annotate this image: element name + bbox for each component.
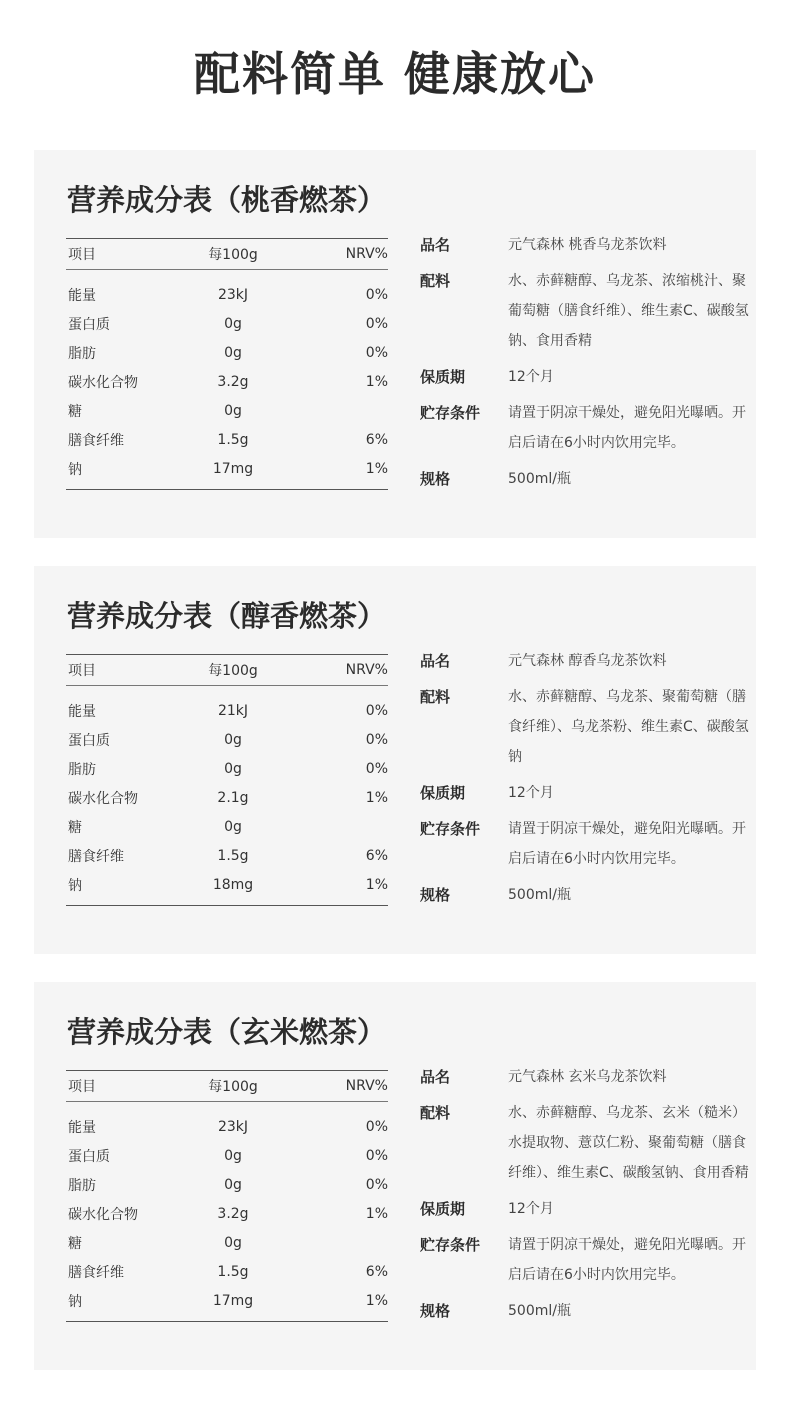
nutrition-table [66, 654, 388, 906]
nutrient-value: 17mg [212, 460, 254, 477]
product-ingredients: 水、赤藓糖醇、乌龙茶、玄米（糙米）水提取物、薏苡仁粉、聚葡萄糖（膳食纤维）、维生素C、碳酸氢钠、食用香精 [508, 1105, 749, 1181]
nutrient-name: 蛋白质 [68, 316, 110, 333]
product-spec: 500ml/瓶 [508, 1303, 571, 1319]
nutrition-row [66, 338, 388, 367]
nutrition-row [66, 396, 388, 425]
nutrient-nrv: 6% [365, 1263, 388, 1280]
info-row-spec [420, 1296, 750, 1326]
nutrient-nrv: 0% [365, 1118, 388, 1135]
nutrient-name: 钠 [68, 461, 82, 478]
nutrient-name: 脂肪 [68, 345, 96, 362]
card-title: 营养成分表（玄米燃茶） [67, 1015, 387, 1049]
nutrition-row [66, 841, 388, 870]
nutrient-nrv: 0% [365, 1176, 388, 1193]
nutrient-nrv: 1% [365, 1205, 388, 1222]
product-name: 元气森林 醇香乌龙茶饮料 [508, 653, 667, 669]
nutrition-row [66, 1199, 388, 1228]
info-label: 品名 [420, 236, 451, 254]
nutrient-value: 3.2g [217, 373, 249, 390]
info-row-shelf-life [420, 362, 750, 392]
nutrition-row [66, 1112, 388, 1141]
nutrient-nrv: 0% [365, 1147, 388, 1164]
nutrient-name: 能量 [68, 287, 96, 304]
nutrient-name: 脂肪 [68, 1177, 96, 1194]
header-item: 项目 [68, 663, 96, 679]
nutrition-card [34, 566, 756, 954]
header-per100g: 每100g [208, 1079, 258, 1095]
card-title: 营养成分表（桃香燃茶） [67, 183, 387, 217]
nutrient-value: 18mg [212, 876, 254, 893]
nutrient-name: 糖 [68, 819, 82, 836]
nutrition-row [66, 754, 388, 783]
info-row-ingredients [420, 1098, 750, 1188]
nutrient-name: 钠 [68, 877, 82, 894]
info-label: 配料 [420, 1104, 451, 1122]
nutrition-card [34, 982, 756, 1370]
nutrient-value: 3.2g [217, 1205, 249, 1222]
header-nrv: NRV% [345, 1078, 388, 1094]
nutrient-value: 0g [224, 1234, 242, 1251]
nutrition-row [66, 783, 388, 812]
nutrition-row [66, 812, 388, 841]
nutrient-value: 0g [224, 818, 242, 835]
info-label: 配料 [420, 272, 451, 290]
nutrition-row [66, 1228, 388, 1257]
nutrient-nrv: 0% [365, 286, 388, 303]
nutrition-row [66, 367, 388, 396]
page-title: 配料简单 健康放心 [193, 47, 596, 101]
nutrient-value: 0g [224, 1176, 242, 1193]
info-row-storage [420, 398, 750, 458]
nutrient-value: 1.5g [217, 431, 249, 448]
info-label: 配料 [420, 688, 451, 706]
product-info [420, 230, 750, 500]
nutrition-row [66, 425, 388, 454]
info-row-name [420, 1062, 750, 1092]
nutrition-row [66, 309, 388, 338]
nutrient-nrv: 0% [365, 315, 388, 332]
product-ingredients: 水、赤藓糖醇、乌龙茶、聚葡萄糖（膳食纤维）、乌龙茶粉、维生素C、碳酸氢钠 [508, 689, 749, 765]
product-info [420, 1062, 750, 1332]
nutrition-row [66, 725, 388, 754]
nutrient-value: 0g [224, 731, 242, 748]
nutrient-nrv: 1% [365, 789, 388, 806]
nutrient-value: 0g [224, 760, 242, 777]
nutrition-table [66, 1070, 388, 1322]
info-label: 规格 [420, 886, 451, 904]
info-label: 品名 [420, 1068, 451, 1086]
nutrient-value: 0g [224, 344, 242, 361]
nutrient-nrv: 1% [365, 1292, 388, 1309]
nutrient-name: 蛋白质 [68, 732, 110, 749]
header-per100g: 每100g [208, 663, 258, 679]
info-row-shelf-life [420, 778, 750, 808]
nutrient-name: 钠 [68, 1293, 82, 1310]
info-label: 保质期 [420, 1200, 466, 1218]
info-label: 贮存条件 [420, 820, 481, 838]
nutrient-value: 21kJ [217, 702, 249, 719]
nutrition-row [66, 454, 388, 483]
card-title: 营养成分表（醇香燃茶） [67, 599, 387, 633]
nutrient-nrv: 6% [365, 431, 388, 448]
info-label: 保质期 [420, 784, 466, 802]
info-row-ingredients [420, 682, 750, 772]
nutrition-row [66, 1170, 388, 1199]
header-nrv: NRV% [345, 662, 388, 678]
product-info [420, 646, 750, 916]
nutrient-value: 1.5g [217, 847, 249, 864]
nutrient-value: 2.1g [217, 789, 249, 806]
nutrition-row [66, 696, 388, 725]
nutrient-value: 23kJ [217, 1118, 249, 1135]
nutrient-name: 碳水化合物 [68, 790, 138, 807]
info-row-ingredients [420, 266, 750, 356]
table-header [66, 1071, 388, 1102]
header-item: 项目 [68, 247, 96, 263]
nutrient-name: 膳食纤维 [68, 1264, 124, 1281]
info-label: 品名 [420, 652, 451, 670]
nutrient-value: 23kJ [217, 286, 249, 303]
nutrient-name: 能量 [68, 703, 96, 720]
nutrient-nrv: 1% [365, 373, 388, 390]
product-shelf-life: 12个月 [508, 1201, 554, 1217]
nutrition-card [34, 150, 756, 538]
nutrient-name: 糖 [68, 1235, 82, 1252]
info-row-storage [420, 814, 750, 874]
nutrient-nrv: 1% [365, 460, 388, 477]
info-label: 贮存条件 [420, 404, 481, 422]
product-ingredients: 水、赤藓糖醇、乌龙茶、浓缩桃汁、聚葡萄糖（膳食纤维）、维生素C、碳酸氢钠、食用香精 [508, 273, 749, 349]
info-label: 规格 [420, 470, 451, 488]
header-nrv: NRV% [345, 246, 388, 262]
nutrient-name: 蛋白质 [68, 1148, 110, 1165]
nutrient-nrv: 0% [365, 702, 388, 719]
nutrition-row [66, 1286, 388, 1315]
info-row-storage [420, 1230, 750, 1290]
nutrient-value: 0g [224, 1147, 242, 1164]
nutrient-name: 碳水化合物 [68, 374, 138, 391]
nutrient-value: 1.5g [217, 1263, 249, 1280]
product-shelf-life: 12个月 [508, 369, 554, 385]
table-header [66, 239, 388, 270]
nutrient-value: 0g [224, 402, 242, 419]
nutrition-row [66, 280, 388, 309]
product-spec: 500ml/瓶 [508, 887, 571, 903]
info-row-spec [420, 464, 750, 494]
nutrient-name: 膳食纤维 [68, 432, 124, 449]
nutrient-value: 0g [224, 315, 242, 332]
product-storage: 请置于阴凉干燥处，避免阳光曝晒。开启后请在6小时内饮用完毕。 [508, 1237, 746, 1283]
nutrient-name: 能量 [68, 1119, 96, 1136]
info-label: 保质期 [420, 368, 466, 386]
product-spec: 500ml/瓶 [508, 471, 571, 487]
nutrient-name: 脂肪 [68, 761, 96, 778]
nutrient-name: 糖 [68, 403, 82, 420]
nutrient-nrv: 0% [365, 344, 388, 361]
table-header [66, 655, 388, 686]
header-item: 项目 [68, 1079, 96, 1095]
product-shelf-life: 12个月 [508, 785, 554, 801]
info-label: 规格 [420, 1302, 451, 1320]
info-row-spec [420, 880, 750, 910]
nutrition-table [66, 238, 388, 490]
info-row-name [420, 646, 750, 676]
product-name: 元气森林 桃香乌龙茶饮料 [508, 237, 667, 253]
nutrient-name: 膳食纤维 [68, 848, 124, 865]
product-storage: 请置于阴凉干燥处，避免阳光曝晒。开启后请在6小时内饮用完毕。 [508, 405, 746, 451]
product-name: 元气森林 玄米乌龙茶饮料 [508, 1069, 667, 1085]
nutrition-row [66, 1141, 388, 1170]
nutrient-nrv: 0% [365, 731, 388, 748]
nutrient-nrv: 6% [365, 847, 388, 864]
nutrient-value: 17mg [212, 1292, 254, 1309]
nutrient-nrv: 0% [365, 760, 388, 777]
info-row-name [420, 230, 750, 260]
nutrition-row [66, 870, 388, 899]
header-per100g: 每100g [208, 247, 258, 263]
info-label: 贮存条件 [420, 1236, 481, 1254]
nutrient-nrv: 1% [365, 876, 388, 893]
product-storage: 请置于阴凉干燥处，避免阳光曝晒。开启后请在6小时内饮用完毕。 [508, 821, 746, 867]
nutrition-row [66, 1257, 388, 1286]
nutrient-name: 碳水化合物 [68, 1206, 138, 1223]
info-row-shelf-life [420, 1194, 750, 1224]
